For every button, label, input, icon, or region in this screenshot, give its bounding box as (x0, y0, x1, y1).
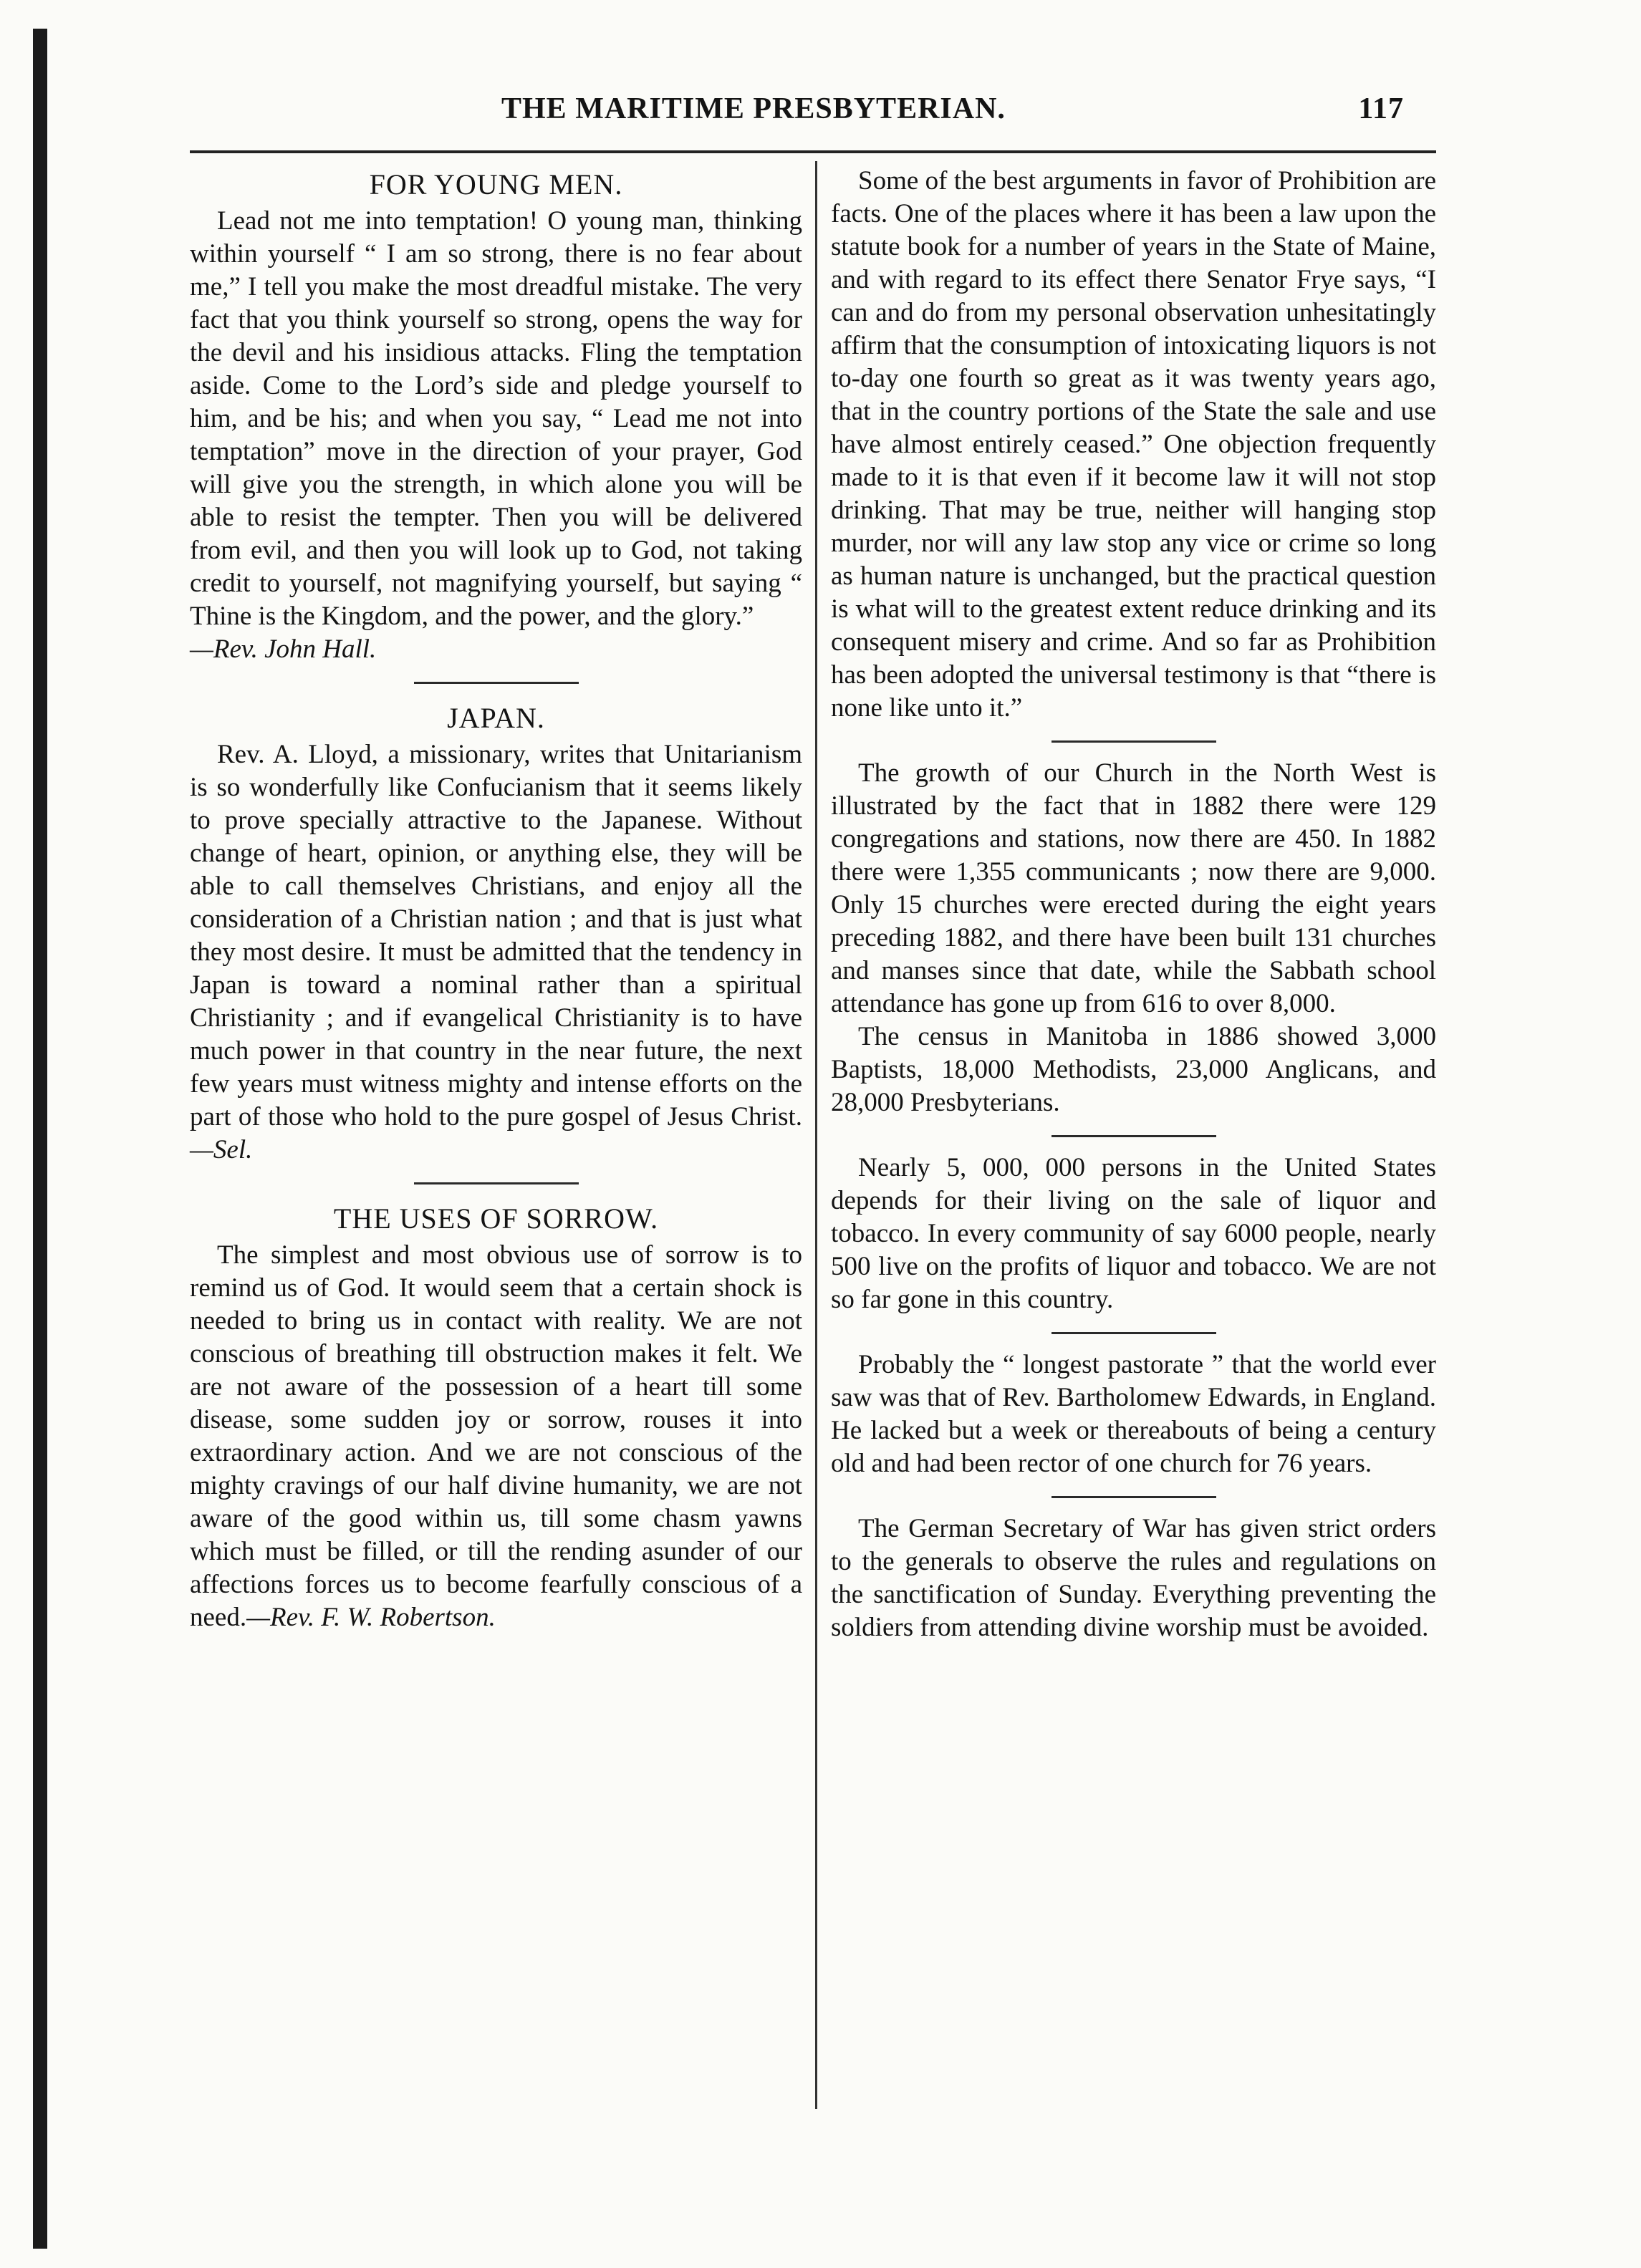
author-credit: —Rev. John Hall. (190, 634, 377, 664)
left-column (190, 165, 802, 1634)
section-rule (414, 682, 579, 684)
article-japan (190, 698, 802, 1167)
article-body (190, 1239, 802, 1634)
article-prohibition: Some of the best arguments in favor of Prohibition are facts. One of the places where it has been a law upon the statute book for a number of years in the State of Maine, and with regard to its effect there Senator Frye says, “I can and do from my personal observation unhesitatingly affirm that the consumption of intoxicating liquors is not to-day one fourth so great as it was twenty years ago, that in the country portions of the State the sale and use have almost entirely ceased.” One objection frequently made to it is that even if it become law it will not stop drinking. That may be true, neither will hanging stop murder, nor will any law stop any vice or crime so long as human nature is unchanged, but the practical question is what will to the greatest extent reduce drinking and its consequent misery and crime. And so far as Prohibition has been adopted the universal testimony is that “there is none like unto it.” (831, 166, 1436, 723)
binding-edge (33, 29, 47, 2249)
article-text: The simplest and most obvious use of sorrow is to remind us of God. It would seem that a certain shock is needed to bring us in contact with reality. We are not conscious of breathing till obstruction makes it felt. We are not aware of the possession of a heart till some disease, some sudden joy or sorrow, rouses it into extraordinary action. And we are not conscious of the mighty cravings of our half divine humanity, we are not aware of the good within us, till some chasm yawns which must be filled, or till the rending asunder of our affections forces us to become fearfully conscious of a need. (190, 1240, 802, 1632)
header-rule (190, 150, 1436, 153)
article-german-secretary: The German Secretary of War has given strict orders to the generals to observe the rules and regulations on the sanctification of Sunday. Everything preventing the soldiers from attending divine worship must be avoided. (831, 1514, 1436, 1642)
section-rule (1052, 1135, 1216, 1137)
source-credit: —Sel. (190, 1135, 253, 1164)
section-heading-japan: JAPAN. (447, 702, 545, 734)
running-title: THE MARITIME PRESBYTERIAN. (501, 92, 1006, 125)
article-text: Rev. A. Lloyd, a missionary, writes that Unitarianism is so wonderfully like Confucianism that it seems likely to prove specially attractive to the Japanese. Without change of heart, opinion, or anything else, they will be able to call themselves Christians, and enjoy all the consideration of a Christian nation ; and that is just what they most desire. It must be admitted that the tendency in Japan is toward a nominal rather than a spiritual Christianity ; and if evangelical Christianity is to have much power in that country in the near future, the next few years must witness mighty and intense efforts on the part of those who hold to the pure gospel of Jesus Christ. (190, 740, 802, 1131)
article-body: Lead not me into temptation! O young man, thinking within yourself “ I am so strong, there is no fear about me,” I tell you make the most dreadful mistake. The very fact that you think yourself so strong, opens the way for the devil and his insidious attacks. Fling the temptation aside. Come to the Lord’s side and pledge yourself to him, and be his; and when you say, “ Lead me not into temptation” move in the direction of your prayer, God will give you the strength, in which alone you will be able to resist the tempter. Then you will be delivered from evil, and then you will look up to God, not taking credit to yourself, not magnifying yourself, but saying “ Thine is the Kingdom, and the power, and the glory.” (190, 206, 802, 631)
section-rule (1052, 1496, 1216, 1498)
article-north-west-growth: The growth of our Church in the North West is illustrated by the fact that in 1882 there were 129 congregations and stations, now there are 450. In 1882 there were 1,355 communicants ; now there are 9,000. Only 15 churches were erected during the eight years preceding 1882, and there have been built 131 churches and manses since that date, while the Sabbath school attendance has gone up from 616 to over 8,000. (831, 758, 1436, 1018)
right-column (831, 165, 1436, 1644)
section-heading-sorrow: THE USES OF SORROW. (333, 1202, 659, 1235)
article-liquor-tobacco: Nearly 5, 000, 000 persons in the United States depends for their living on the sale of liquor and tobacco. In every community of say 6000 people, nearly 500 live on the profits of liquor and tobacco. We are not so far gone in this country. (831, 1153, 1436, 1314)
section-rule (414, 1182, 579, 1184)
article-body (190, 738, 802, 1167)
author-credit: —Rev. F. W. Robertson. (246, 1603, 496, 1632)
page-number: 117 (1358, 92, 1404, 125)
column-divider (815, 161, 817, 2109)
page-header (501, 85, 1404, 135)
section-heading-young-men: FOR YOUNG MEN. (369, 168, 623, 201)
article-manitoba-census: The census in Manitoba in 1886 showed 3,000 Baptists, 18,000 Methodists, 23,000 Anglicans, and 28,000 Presbyterians. (831, 1022, 1436, 1117)
section-rule (1052, 740, 1216, 743)
section-rule (1052, 1332, 1216, 1334)
article-uses-of-sorrow (190, 1199, 802, 1634)
article-for-young-men (190, 165, 802, 666)
article-longest-pastorate: Probably the “ longest pastorate ” that the world ever saw was that of Rev. Bartholomew Edwards, in England. He lacked but a week or thereabouts of being a century old and had been rector of one church for 76 years. (831, 1350, 1436, 1478)
